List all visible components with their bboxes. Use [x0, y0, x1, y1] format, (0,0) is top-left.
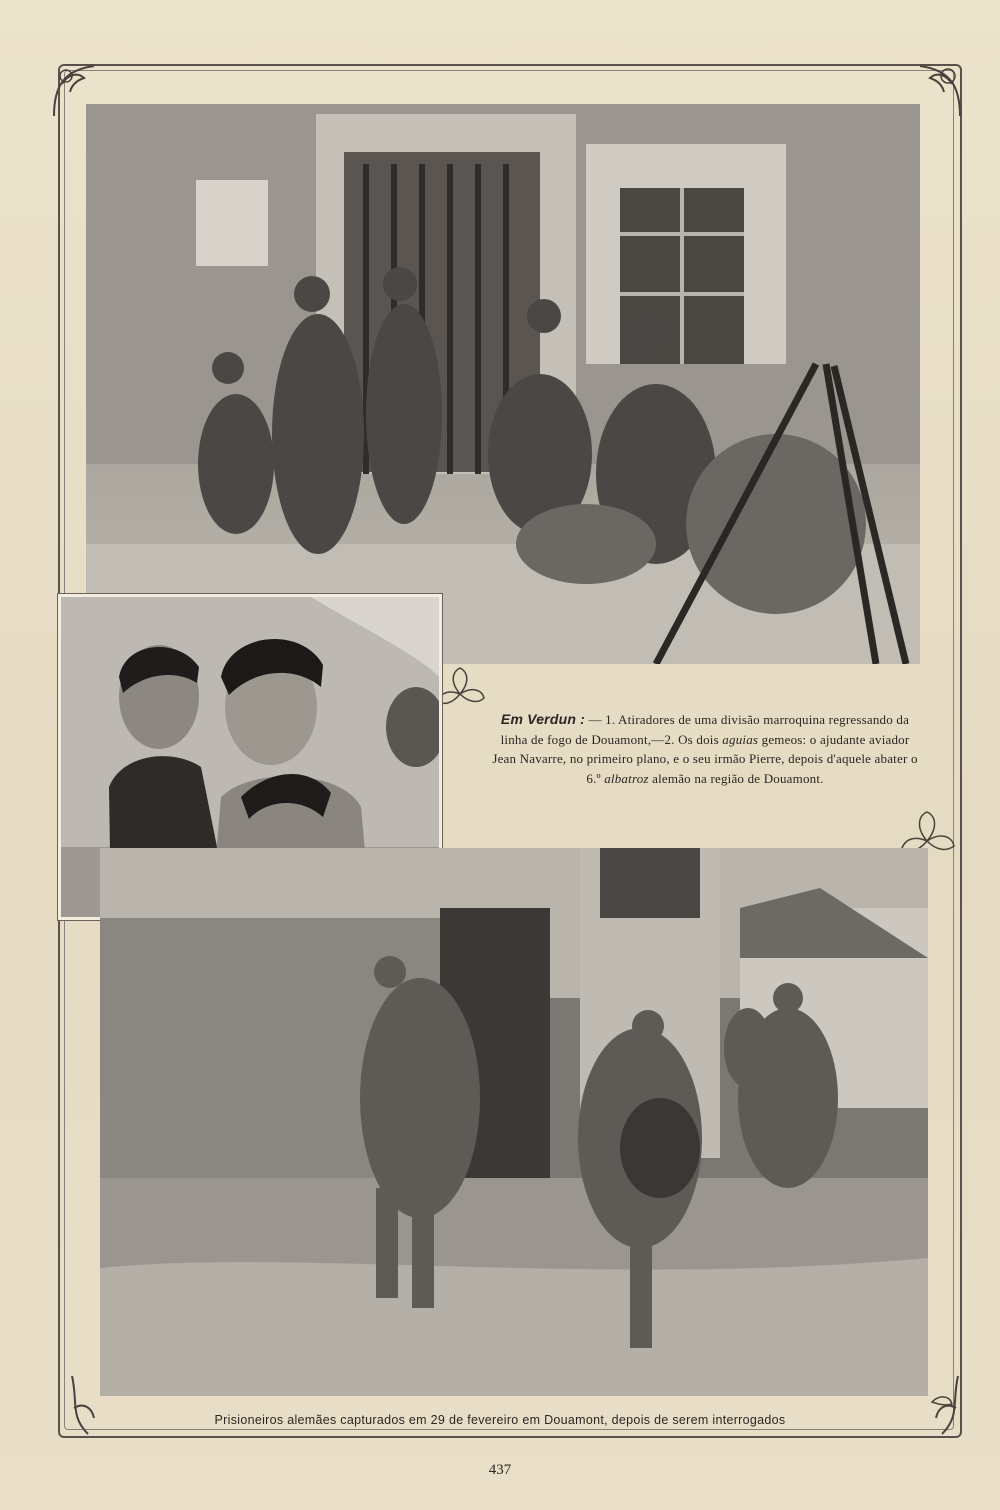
caption-italic-2: albatroz [604, 770, 649, 786]
photo-moroccan-riflemen [86, 104, 920, 664]
caption-italic-1: aguias [722, 731, 759, 747]
caption-part-2: gemeos: o ajudante aviador Jean Navarre, no primeiro plano, e o seu irmão Pierre, depois d'aquele abater o 6.º [492, 731, 918, 786]
caption-lead: Em Verdun : [500, 711, 586, 727]
page-number: 437 [488, 1462, 512, 1478]
photo-caption-text [488, 710, 922, 788]
caption-part-3: alemão na região de Douamont. [648, 770, 824, 786]
caption-part-1: — 1. Atiradores de uma divisão marroquina regressando da linha de fogo de Douamont,—2. Os dois [500, 712, 910, 747]
prisoners-caption: Prisioneiros alemães capturados em 29 de fevereiro em Douamont, depois de serem interrogados [214, 1413, 786, 1427]
photo-german-prisoners [100, 848, 928, 1396]
